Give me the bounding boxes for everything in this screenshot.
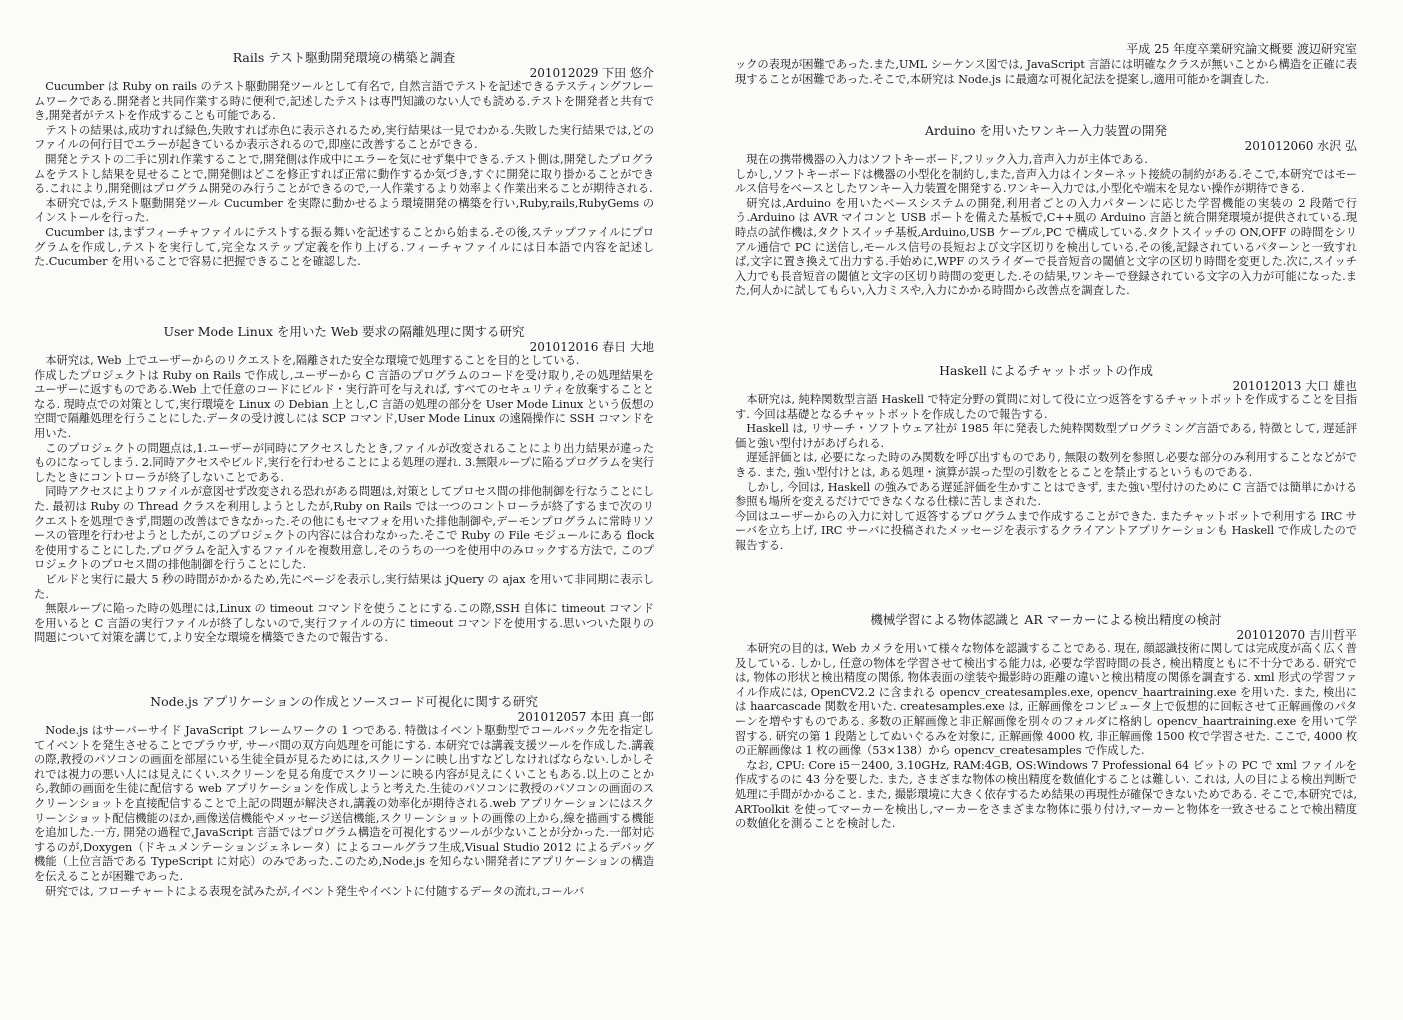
paragraph: テストの結果は,成功すれば緑色,失敗すれば赤色に表示されるため,実行結果は一見でわかる.失敗した実行結果では,どのファイルの何行目でエラーが起きているか表示されるので,即座に改善することができる. [34,123,654,152]
section-author: 201012029 下田 悠介 [529,66,654,80]
section-title: Arduino を用いたワンキー入力装置の開発 [924,123,1168,138]
section-rails [34,50,654,270]
paragraph: 研究では, フローチャートによる表現を試みたが,イベント発生やイベントに付随するデータの流れ,コールバ [45,884,585,898]
paragraph: 現在の携帯機器の入力はソフトキーボード,フリック入力,音声入力が主体である. [746,153,1148,166]
paragraph: 同時アクセスによりファイルが意図せず改変される恐れがある問題は,対策としてプロセス間の排他制御を行なうことにした. 最初は Ruby の Thread クラスを利用しようとしたが,Ruby on Rails では一つのコントローラが終了するまで次のリクエストを処理できず,問題の改善はできなかった.その他にもセマフォを用いた排他制御や,デーモンプログラムに常時リソースの管理を行わせようとしたが,このプロジェクトの内容には合わなかった.そこで Ruby の File モジュールにある flock を使用することにした.プログラムを記入するファイルを複数用意し,そのうちの一つを使用中のみロックする方法で, このプロジェクトのプロセス間の排他制御を行うことにした. [34,485,654,572]
paragraph: Node.js はサーバーサイド JavaScript フレームワークの 1 つである. 特徴はイベント駆動型でコールバック先を指定してイベントを発生させることでブラウザ, サーバ間の双方向処理を可能にする. 本研究では講義支援ツールを作成した.講義の際,教授のパソコンの画面を部屋にいる生徒全員が見るためには,スクリーンに映し出すなどしなければならない.しかしそれでは視力の悪い人には見えにくい.スクリーンを見る角度でスクリーンに映る内容が見えにくいこともある.以上のことから,教師の画面を生徒に配信する web アプリケーションを作成しようと考えた.生徒のパソコンに教授のパソコンの画面のスクリーンショットを直接配信することで上記の問題が解決され,講義の効率化が期待される.web アプリケーションにはスクリーンショット配信機能のほか,画像送信機能やメッセージ送信機能,スクリーンショットの画像の上から,線を描画する機能を追加した.一方, 開発の過程で,JavaScript 言語ではプログラム構造を可視化するツールが少ないことが分かった.一部対応するのが,Doxygen（ドキュメンテーションジェネレータ）によるコールグラフ生成,Visual Studio 2012 によるデバッグ機能（上位言語である TypeScript に対応）のみであった.このため,Node.js を知らない開発者にアプリケーションの構造を伝えることが困難であった. [34,724,654,883]
section-title: Node.js アプリケーションの作成とソースコード可視化に関する研究 [150,694,538,709]
section-title: 機械学習による物体認識と AR マーカーによる検出精度の検討 [870,612,1222,627]
section-machine-learning [735,612,1357,832]
paragraph: 本研究は, Web 上でユーザーからのリクエストを,隔離された安全な環境で処理することを目的としている. [45,354,580,367]
paragraph: 無限ループに陥った時の処理には,Linux の timeout コマンドを使うことにする.この際,SSH 自体に timeout コマンドを用いると C 言語の実行ファイルが終了しないので,実行ファイルの方に timeout コマンドを使用する.思いついた限りの問題について対策を講じて,より安全な環境を構築できたので報告する. [34,602,654,645]
section-author: 201012070 吉川哲平 [1236,628,1357,642]
paragraph: 研究は,Arduino を用いたベースシステムの開発,利用者ごとの入力パターンに応じた学習機能の実装の 2 段階で行う.Arduino は AVR マイコンと USB ポートを備えた基板で,C++風の Arduino 言語と統合開発環境が提供されている.現時点の試作機は,タクトスイッチ基板,Arduino,USB ケーブル,PC で構成している.タクトスイッチの ON,OFF の時間をシリアル通信で PC に送信し,モールス信号の長短および文字区切りを検出している.その後,記録されているパターンと一致すれば,文字に置き換えて出力する.手始めに,WPF のスライダーで長音短音の閾値と文字の区切り時間を変更した.次に,スイッチ入力でも長音短音の閾値と文字の区切り時間の変更した.その結果,ワンキーで登録されている文字の入力が可能になった.また,何人かに試してもらい,入力ミスや,入力にかかる時間から改善点を調査した. [735,196,1357,298]
paragraph: 今回はユーザーからの入力に対して返答するプログラムまで作成することができた. またチャットボットで利用する IRC サーバを立ち上げ, IRC サーバに投稿されたメッセージを表示するクライアントアプリケーションも Haskell で作成したので報告する. [735,509,1357,552]
section-user-mode-linux [34,324,654,646]
paragraph: 本研究は, 純粋関数型言語 Haskell で特定分野の質問に対して役に立つ返答をするチャットボットを作成することを目指す. 今回は基礎となるチャットボットを作成したので報告する. [735,393,1357,421]
section-author: 201012060 水沢 弘 [1244,139,1357,153]
paragraph: 本研究では,テスト駆動開発ツール Cucumber を実際に動かせるよう環境開発の構築を行い,Ruby,rails,RubyGems のインストールを行った. [34,196,654,225]
paragraph: Cucumber は Ruby on rails のテスト駆動開発ツールとして有名で, 自然言語でテストを記述できるテスティングフレームワークである.開発者と共同作業する時に便利で,記述したテストは専門知識のない人でも読める.テストを開発者と共有でき,開発者がテストを作成することも可能である. [34,80,654,123]
paragraph: ックの表現が困難であった.また,UML シーケンス図では, JavaScript 言語には明確なクラスが無いことから構造を正確に表現することが困難であった.そこで,本研究は Node.js に最適な可視化記法を提案し,適用可能かを調査した. [735,58,1357,86]
section-nodejs-continued [735,58,1357,87]
running-header: 平成 25 年度卒業研究論文概要 渡辺研究室 [1126,42,1357,56]
paragraph: Haskell は, リサーチ・ソフトウェア社が 1985 年に発表した純粋関数型プログラミング言語である, 特徴として, 遅延評価と強い型付けがあげられる. [735,422,1357,450]
paragraph: なお, CPU: Core i5－2400, 3.10GHz, RAM:4GB, OS:Windows 7 Professional 64 ビットの PC で xml ファイルを作成するのに 43 分を要した. また, さまざまな物体の検出精度を数値化することは難しい. これは, 人の目による検出判断で処理に手間がかかること. また, 撮影環境に大きく依存するため結果の再現性が確保できないためである. そこで,本研究では, ARToolkit を使ってマーカーを検出し,マーカーをさまざまな物体に張り付け,マーカーと物体を一致させることで検出精度の数値化を測ることを検討した. [735,758,1357,831]
paragraph: 本研究の目的は, Web カメラを用いて様々な物体を認識することである. 現在, 顔認識技術に関しては完成度が高く広く普及している. しかし, 任意の物体を学習させて検出する能力は, 必要な学習時間の長さ, 検出精度ともに不十分である. 研究では, 物体の形状と検出精度の関係, 物体表面の塗装や撮影時の距離の違いと検出精度の関係を調査する. xml 形式の学習ファイル作成には, OpenCV2.2 に含まれる opencv_createsamples.exe, opencv_haartraining.exe を用いた. また, 検出には haarcascade 関数を用いた. createsamples.exe は, 正解画像をコンピュータ上で仮想的に回転させて正解画像のパターンを増やすものである. 多数の正解画像と非正解画像を別々のフォルダに格納し opencv_haartraining.exe を用いて学習する. 研究の第 1 段階としてぬいぐるみを対象に, 正解画像 4000 枚, 非正解画像 1500 枚で学習させた. ここで, 4000 枚の正解画像は 1 枚の画像（53×138）から opencv_createsamples で作成した. [735,642,1357,758]
section-author: 201012013 大口 雄也 [1232,379,1357,393]
section-arduino [735,123,1357,299]
section-nodejs [34,694,654,899]
paragraph: 遅延評価とは, 必要になった時のみ関数を呼び出すものであり, 無限の数列を参照し必要な部分のみ利用することなどができる. また, 強い型付けとは, ある処理・演算が誤った型の引数をとることを禁止するというものである. [735,451,1357,479]
paragraph: 作成したプロジェクトは Ruby on Rails で作成し,ユーザーから C 言語のプログラムのコードを受け取り,その処理結果をユーザーに返すものである.Web 上で任意のコードにビルド・実行許可を与えれば, すべてのセキュリティを放棄することとなる. 現時点での対策として,実行環境を Linux の Debian 上とし,C 言語の処理の部分を User Mode Linux という仮想の空間で隔離処理を行うことにした.データの受け渡しには SCP コマンド,User Mode Linux の遠隔操作に SSH コマンドを用いた. [34,368,654,440]
paragraph: 開発とテストの二手に別れ作業することで,開発側は作成中にエラーを気にせず集中できる.テスト側は,開発したプログラムをテストし結果を見せることで,開発側はどこを修正すれば正常に動作するか気づき,すぐに開発に取り掛かることができる.これにより,開発側はプログラム開発のみ行うことができるので,一人作業するより効率よく作業出来ることが期待される. [34,152,654,196]
section-title: Rails テスト駆動開発環境の構築と調査 [232,50,456,65]
paragraph: しかし, 今回は, Haskell の強みである遅延評価を生かすことはできず, また強い型付けのために C 言語では簡単にかける参照も場所を変えるだけでできなくなる仕様に苦しまされた. [735,480,1357,509]
section-title: Haskell によるチャットボットの作成 [939,363,1153,378]
section-haskell [735,363,1357,554]
section-title: User Mode Linux を用いた Web 要求の隔離処理に関する研究 [163,324,525,339]
paragraph: Cucumber は,まずフィーチャファイルにテストする振る舞いを記述することから始まる.その後,ステップファイルにプログラムを作成し,テストを実行して,完全なステップ定義を作り上げる.フィーチャファイルには日本語で内容を記述した.Cucumber を用いることで容易に把握できることを確認した. [34,225,654,269]
paragraph: ビルドと実行に最大 5 秒の時間がかかるため,先にページを表示し,実行結果は jQuery の ajax を用いて非同期に表示した. [34,572,654,601]
section-author: 201012016 春日 大地 [529,340,654,354]
paragraph: しかし,ソフトキーボードは機器の小型化を制約し,また,音声入力はインターネット接続の制約がある.そこで,本研究ではモールス信号をベースとしたワンキー入力装置を開発する.ワンキー入力では,小型化や端末を見ない操作が期待できる. [735,167,1357,196]
paragraph: このプロジェクトの問題点は,1.ユーザーが同時にアクセスしたとき,ファイルが改変されることにより出力結果が違ったものになってしまう. 2.同時アクセスやビルド,実行を行わせることによる処理の遅れ. 3.無限ループに陥るプログラムを実行したときにコントローラが終了しないことである. [34,441,654,484]
section-author: 201012057 本田 真一郎 [517,710,654,724]
